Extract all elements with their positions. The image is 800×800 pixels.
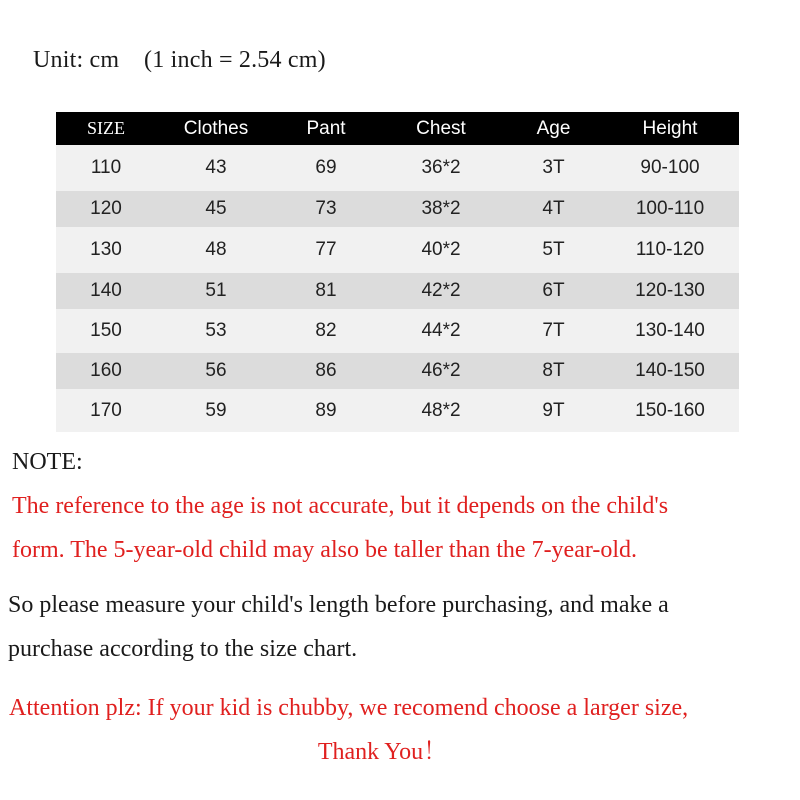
column-header-height: Height xyxy=(601,112,739,145)
cell-height: 120-130 xyxy=(601,273,739,309)
cell-chest: 42*2 xyxy=(376,273,506,309)
measure-line-2: purchase according to the size chart. xyxy=(8,636,358,662)
cell-chest: 36*2 xyxy=(376,145,506,191)
cell-height: 100-110 xyxy=(601,191,739,227)
cell-size: 120 xyxy=(56,191,156,227)
cell-clothes: 48 xyxy=(156,227,276,273)
cell-chest: 46*2 xyxy=(376,353,506,389)
cell-size: 170 xyxy=(56,389,156,432)
cell-age: 7T xyxy=(506,309,601,353)
table-row xyxy=(56,353,739,389)
cell-clothes: 51 xyxy=(156,273,276,309)
cell-pant: 69 xyxy=(276,145,376,191)
cell-age: 4T xyxy=(506,191,601,227)
cell-size: 140 xyxy=(56,273,156,309)
note-heading: NOTE: xyxy=(12,449,83,475)
warning-line-2: form. The 5-year-old child may also be taller than the 7-year-old. xyxy=(12,537,638,563)
column-header-size: SIZE xyxy=(56,112,156,145)
cell-age: 5T xyxy=(506,227,601,273)
column-header-pant: Pant xyxy=(276,112,376,145)
table-row xyxy=(56,273,739,309)
cell-chest: 38*2 xyxy=(376,191,506,227)
column-header-age: Age xyxy=(506,112,601,145)
attention-note xyxy=(9,686,756,774)
cell-age: 9T xyxy=(506,389,601,432)
cell-size: 110 xyxy=(56,145,156,191)
cell-clothes: 53 xyxy=(156,309,276,353)
cell-size: 150 xyxy=(56,309,156,353)
cell-age: 6T xyxy=(506,273,601,309)
cell-chest: 48*2 xyxy=(376,389,506,432)
cell-size: 160 xyxy=(56,353,156,389)
cell-age: 3T xyxy=(506,145,601,191)
cell-pant: 73 xyxy=(276,191,376,227)
cell-pant: 89 xyxy=(276,389,376,432)
attention-line: Attention plz: If your kid is chubby, we recomend choose a larger size, xyxy=(9,695,689,721)
cell-chest: 44*2 xyxy=(376,309,506,353)
measure-instruction xyxy=(8,583,669,671)
measure-line-1: So please measure your child's length before purchasing, and make a xyxy=(8,592,669,618)
cell-height: 140-150 xyxy=(601,353,739,389)
cell-pant: 86 xyxy=(276,353,376,389)
cell-age: 8T xyxy=(506,353,601,389)
column-header-chest: Chest xyxy=(376,112,506,145)
cell-clothes: 45 xyxy=(156,191,276,227)
cell-pant: 82 xyxy=(276,309,376,353)
cell-height: 130-140 xyxy=(601,309,739,353)
age-accuracy-warning xyxy=(12,484,668,572)
table-header-row xyxy=(56,112,739,145)
table-row xyxy=(56,191,739,227)
table-row xyxy=(56,309,739,353)
cell-pant: 81 xyxy=(276,273,376,309)
cell-height: 110-120 xyxy=(601,227,739,273)
thank-you-text: Thank You！ xyxy=(317,739,448,765)
cell-height: 150-160 xyxy=(601,389,739,432)
cell-size: 130 xyxy=(56,227,156,273)
table-row xyxy=(56,145,739,191)
cell-clothes: 59 xyxy=(156,389,276,432)
size-chart-table xyxy=(56,112,739,432)
cell-clothes: 56 xyxy=(156,353,276,389)
table-row xyxy=(56,389,739,432)
cell-clothes: 43 xyxy=(156,145,276,191)
cell-height: 90-100 xyxy=(601,145,739,191)
table-row xyxy=(56,227,739,273)
cell-chest: 40*2 xyxy=(376,227,506,273)
column-header-clothes: Clothes xyxy=(156,112,276,145)
cell-pant: 77 xyxy=(276,227,376,273)
warning-line-1: The reference to the age is not accurate, but it depends on the child's xyxy=(12,493,669,519)
unit-note: Unit: cm (1 inch = 2.54 cm) xyxy=(33,47,326,73)
